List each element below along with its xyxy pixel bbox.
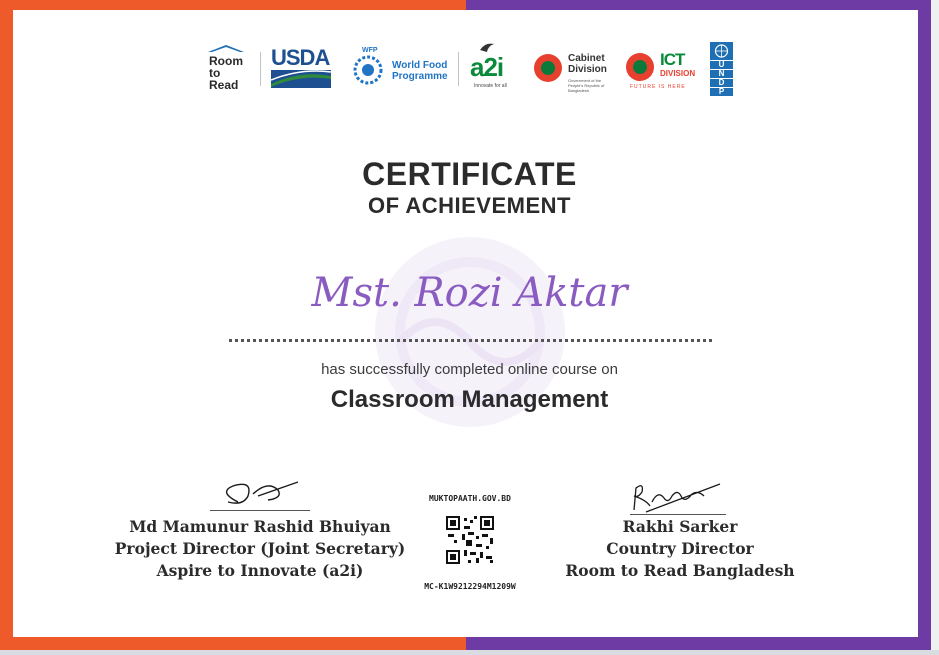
logo-tagline: FUTURE IS HERE: [630, 84, 686, 90]
bird-icon: [480, 42, 494, 52]
logo-letter: D: [710, 79, 733, 87]
signatory-title: Country Director: [606, 539, 754, 558]
course-name: Classroom Management: [330, 386, 609, 413]
undp-logo: [710, 40, 734, 96]
logo-text: a2i: [470, 52, 504, 82]
room-to-read-logo: [206, 40, 254, 96]
border-top-purple: [466, 0, 931, 10]
cabinet-division-logo: [534, 40, 616, 96]
usda-logo: [269, 40, 333, 96]
logo-text: to: [209, 66, 221, 80]
bottom-strip: [0, 650, 939, 655]
border-top-orange: [0, 0, 466, 10]
qr-code-icon: [446, 516, 494, 564]
signatory-title: Project Director (Joint Secretary): [114, 539, 406, 558]
logo-letter: P: [710, 88, 733, 96]
certificate-title: CERTIFICATE: [362, 156, 577, 192]
government-seal-icon: [626, 53, 654, 81]
border-bottom-purple: [466, 637, 931, 650]
wfp-logo: [348, 40, 448, 96]
logo-text: WFP: [362, 47, 378, 54]
signatory-org: Aspire to Innovate (a2i): [156, 561, 364, 580]
border-left-orange: [0, 0, 13, 650]
verification-website: MUKTOPAATH.GOV.BD: [429, 494, 511, 503]
verification-code: MC-K1W9212294M1209W: [424, 582, 516, 591]
logo-letter: N: [710, 70, 733, 78]
field-icon: [271, 70, 331, 88]
logo-subtext: DIVISION: [660, 69, 696, 78]
logo-line: World Food: [392, 60, 448, 71]
verification-block: [410, 494, 530, 594]
logo-divider: [458, 52, 459, 86]
logo-line: Division: [568, 64, 607, 75]
logo-text: ICT: [660, 50, 685, 69]
logo-divider: [260, 52, 261, 86]
logo-text: Read: [209, 78, 239, 92]
un-emblem-icon: [710, 42, 733, 60]
logo-tagline: Innovate for all: [474, 83, 507, 89]
name-underline: [229, 339, 712, 342]
logo-line: Cabinet: [568, 53, 605, 64]
signatory-name: Rakhi Sarker: [622, 517, 738, 536]
signature-mark: [208, 472, 308, 512]
roof-icon: [208, 45, 244, 52]
signature-line: [210, 510, 310, 511]
logo-text: USDA: [271, 45, 330, 70]
government-seal-icon: [534, 54, 562, 82]
un-wreath-icon: [350, 54, 386, 86]
logo-text: Room: [209, 54, 243, 68]
recipient-name: Mst. Rozi Aktar: [311, 270, 628, 316]
logo-text: [392, 60, 448, 82]
logo-subtitle: Government of the People's Republic of Bangladesh: [568, 78, 605, 93]
completion-text: has successfully completed online course on: [321, 361, 618, 378]
signature-mark: [626, 476, 726, 516]
border-right-purple: [918, 0, 931, 650]
certificate-subtitle: OF ACHIEVEMENT: [368, 193, 571, 218]
logo-text: [568, 53, 607, 75]
ict-division-logo: [626, 40, 696, 96]
signatory-org: Room to Read Bangladesh: [565, 561, 795, 580]
logo-letter: U: [710, 61, 733, 69]
logo-line: Programme: [392, 71, 448, 82]
signatory-name: Md Mamunur Rashid Bhuiyan: [129, 517, 391, 536]
partner-logos: [200, 40, 740, 96]
signature-line: [630, 514, 726, 515]
a2i-logo: [468, 40, 524, 96]
border-bottom-orange: [0, 637, 466, 650]
